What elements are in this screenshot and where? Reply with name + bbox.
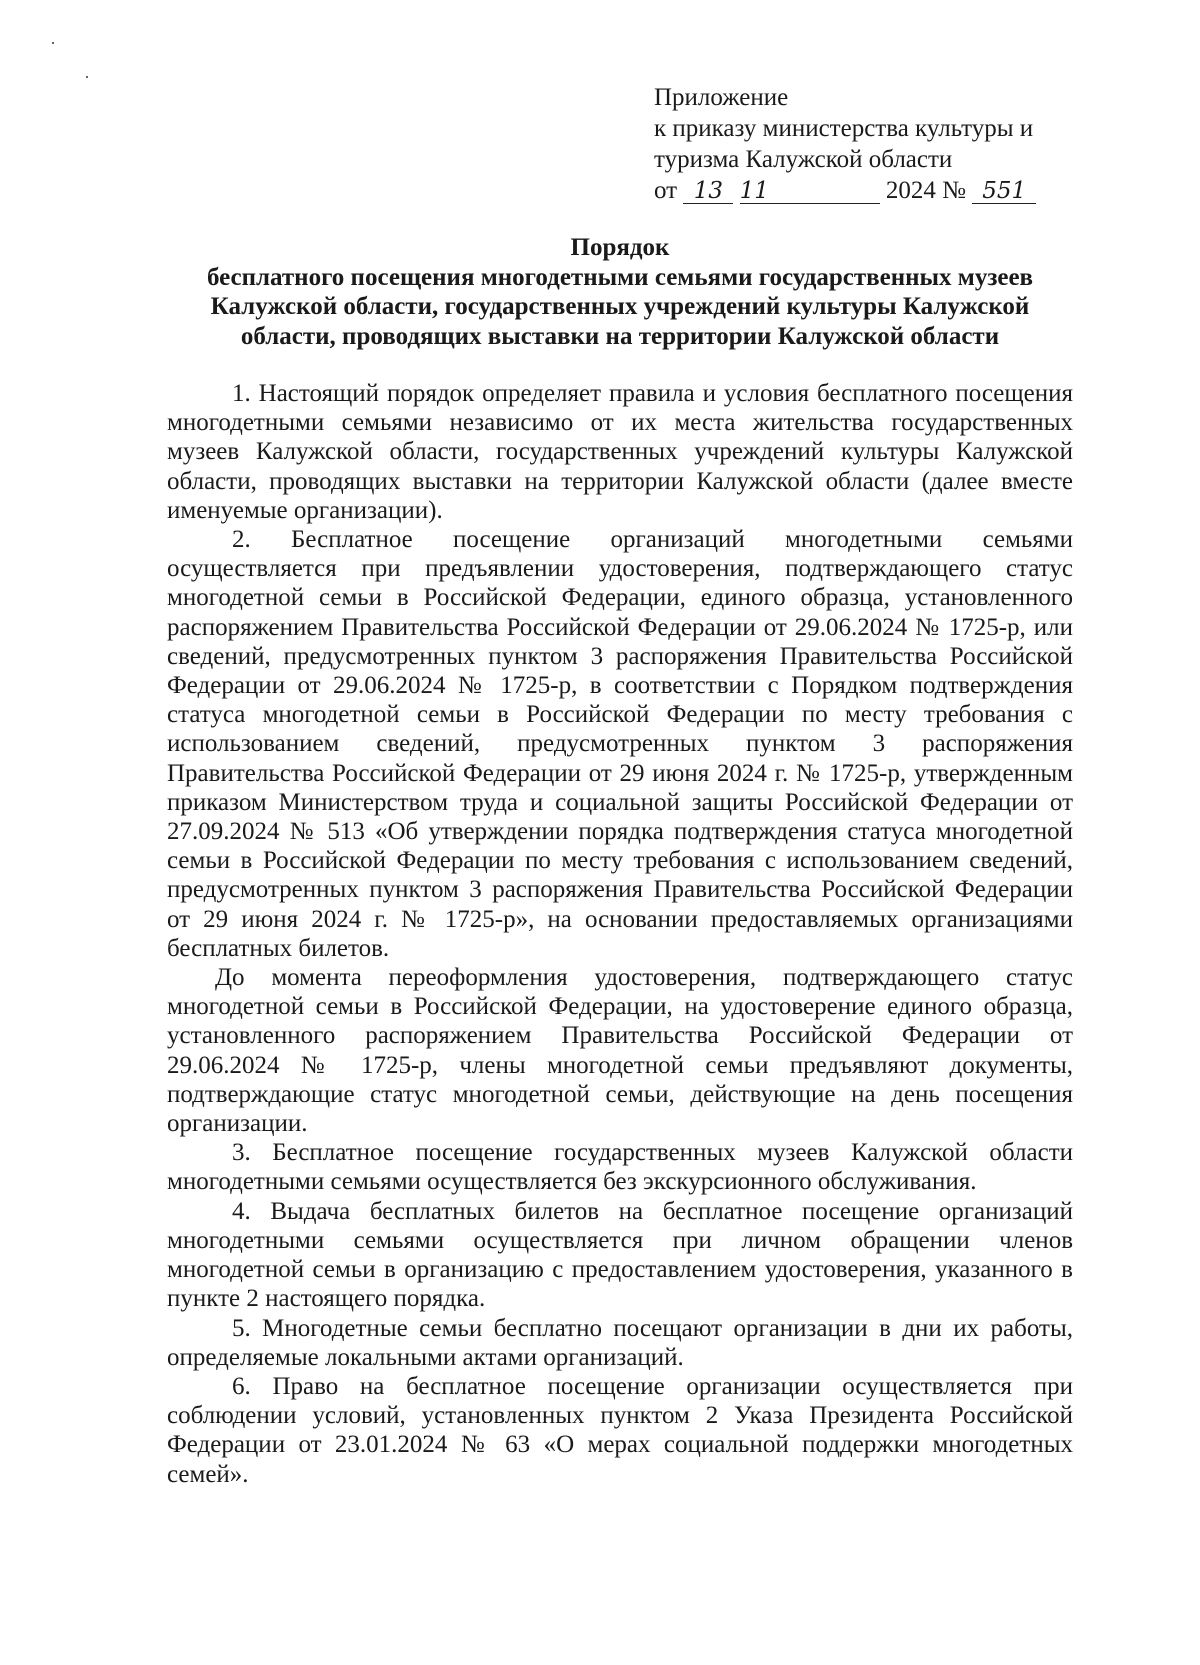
date-prefix: от (654, 177, 678, 204)
paragraph-2: 2. Бесплатное посещение организаций многодетными семьями осуществляется при предъявлении удостоверения, подтверждающего статус многодетной семьи в Российской Федерации, единого образца, установленного распоряжением Правительства Российской Федерации от 29.06.2024 № 1725-р, или сведений, предусмотренных пунктом 3 распоряжения Правительства Российской Федерации от 29.06.2024 № 1725-р, в соответствии с Порядком подтверждения статуса многодетной семьи в Российской Федерации по месту требования с использованием сведений, предусмотренных пунктом 3 распоряжения Правительства Российской Федерации от 29 июня 2024 г. № 1725-р, утвержденным приказом Министерством труда и социальной защиты Российской Федерации от 27.09.2024 № 513 «Об утверждении порядка подтверждения статуса многодетной семьи в Российской Федерации по месту требования с использованием сведений, предусмотренных пунктом 3 распоряжения Правительства Российской Федерации от 29 июня 2024 г. № 1725-р», на основании предоставляемых организациями бесплатных билетов. (167, 526, 1073, 962)
appendix-line-2: к приказу министерства культуры и (654, 115, 1034, 142)
title-line-4: области, проводящих выставки на территории Калужской области (240, 322, 1000, 350)
appendix-line-1: Приложение (654, 84, 789, 111)
title-line-3: Калужской области, государственных учреждений культуры Калужской (210, 293, 1030, 320)
document-body (167, 379, 1073, 1489)
paragraph-2-continuation: До момента переоформления удостоверения, подтверждающего статус многодетной семьи в Российской Федерации, на удостоверение единого образца, установленного распоряжением Правительства Российской Федерации от 29.06.2024 № 1725-р, члены многодетной семьи предъявляют документы, подтверждающие статус многодетной семьи, действующие на день посещения организации. (167, 964, 1073, 1138)
paragraph-1: 1. Настоящий порядок определяет правила и условия бесплатного посещения многодетными семьями независимо от их места жительства государственных музеев Калужской области, государственных учреждений культуры Калужской области, проводящих выставки на территории Калужской области (далее вместе именуемые организации). (167, 380, 1073, 524)
title-line-2: бесплатного посещения многодетными семьями государственных музеев (206, 263, 1034, 291)
appendix-date-line (654, 175, 1074, 206)
handwritten-day: 13 (683, 179, 733, 204)
handwritten-month: 11 (740, 179, 880, 204)
title-line-1: Порядок (570, 234, 670, 261)
scan-speck (86, 76, 88, 78)
document-title (150, 233, 1090, 351)
paragraph-3: 3. Бесплатное посещение государственных музеев Калужской области многодетными семьями осуществляется без экскурсионного обслуживания. (167, 1139, 1073, 1196)
appendix-header (654, 82, 1074, 206)
appendix-line-3: туризма Калужской области (654, 146, 953, 173)
scan-speck (52, 42, 54, 44)
paragraph-4: 4. Выдача бесплатных билетов на бесплатное посещение организаций многодетными семьями осуществляется при личном обращении членов многодетной семьи в организацию с предоставлением удостоверения, указанного в пункте 2 настоящего порядка. (167, 1197, 1073, 1313)
paragraph-6: 6. Право на бесплатное посещение организации осуществляется при соблюдении условий, установленных пунктом 2 Указа Президента Российской Федерации от 23.01.2024 № 63 «О мерах социальной поддержки многодетных семей». (167, 1372, 1073, 1488)
paragraph-5: 5. Многодетные семьи бесплатно посещают организации в дни их работы, определяемые локальными актами организаций. (167, 1314, 1073, 1371)
handwritten-order-number: 551 (972, 179, 1036, 204)
date-year: 2024 № (885, 177, 966, 204)
